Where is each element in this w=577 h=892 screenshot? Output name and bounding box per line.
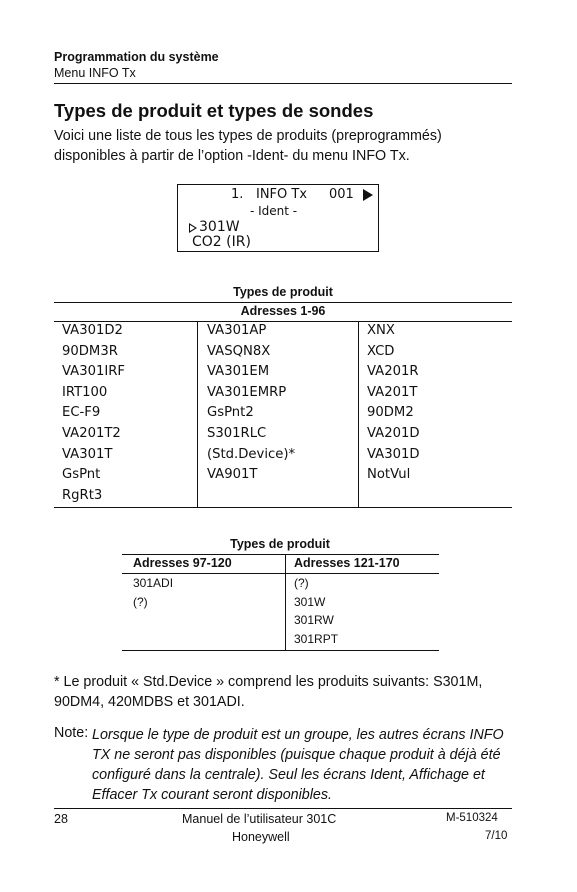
table1-bottom-rule <box>54 507 512 508</box>
table1-cell: EC-F9 <box>62 405 101 421</box>
lcd-display <box>177 184 379 252</box>
brand-name: Honeywell <box>232 830 290 844</box>
table1-col-divider-2 <box>358 321 359 507</box>
header-rule <box>54 83 512 84</box>
table1-cell: VA301AP <box>207 323 267 338</box>
table2-cell: 301ADI <box>133 576 174 590</box>
lcd-sensor-type: CO2 (IR) <box>192 234 251 250</box>
table1-header: Adresses 1-96 <box>240 304 326 318</box>
table1-caption: Types de produit <box>233 285 333 299</box>
table2-cell: (?) <box>294 576 309 590</box>
table1-cell: 90DM3R <box>62 343 118 359</box>
table1-cell: VA301D2 <box>62 323 123 338</box>
arrow-right-filled-icon <box>363 189 373 201</box>
table1-cell: VA901T <box>207 467 258 483</box>
table2-cell: 301RW <box>294 613 334 627</box>
footer-rule <box>54 808 512 809</box>
table2-col-divider <box>285 554 286 650</box>
table2-caption: Types de produit <box>230 537 330 551</box>
lcd-address: 001 <box>329 187 354 202</box>
table1-cell: VA201R <box>367 364 419 380</box>
intro-paragraph: Voici une liste de tous les types de produits (preprogrammés) disponibles à partir de l’option -Ident- du menu INFO Tx. <box>54 128 442 164</box>
page-title: Types de produit et types de sondes <box>54 100 374 121</box>
note-text: Lorsque le type de produit est un groupe, les autres écrans INFO TX ne seront pas disponibles (puisque chaque produit à déjà été configuré dans la centrale). Seul les écrans Ident, Affichage et Effacer Tx courant seront disponibles. <box>92 727 504 803</box>
lcd-product-type: 301W <box>199 219 240 235</box>
lcd-menu-number: 1. <box>231 187 244 202</box>
table1-cell: VA301T <box>62 446 113 462</box>
table1-cell: VA301D <box>367 446 420 462</box>
section-title: Programmation du système <box>54 50 219 64</box>
table1-top-rule <box>54 302 512 303</box>
table2-cell: (?) <box>133 594 148 609</box>
table2-cell: 301RPT <box>294 631 339 646</box>
table2-header-rule <box>122 573 439 574</box>
lcd-menu-name: INFO Tx <box>256 187 308 202</box>
note-label: Note: <box>54 725 89 741</box>
table1-cell: VA301IRF <box>62 364 126 380</box>
table1-col-divider-1 <box>197 321 198 507</box>
table1-cell: GsPnt2 <box>207 405 254 421</box>
table1-cell: XNX <box>367 323 395 338</box>
table2-top-rule <box>122 554 439 555</box>
subsection-title: Menu INFO Tx <box>54 66 136 80</box>
table1-cell: IRT100 <box>62 384 108 400</box>
table1-cell: VA201D <box>367 426 420 441</box>
table1-cell: VA301EMRP <box>207 384 287 400</box>
table1-cell: NotVul <box>367 467 411 483</box>
table1-cell: VA201T <box>367 384 418 400</box>
table1-cell: (Std.Device)* <box>207 446 296 462</box>
footnote: * Le produit « Std.Device » comprend les produits suivants: S301M, 90DM4, 420MDBS et 301ADI. <box>54 674 483 710</box>
revision-date: 7/10 <box>485 830 508 842</box>
page-number: 28 <box>54 812 68 826</box>
document-id: M-510324 <box>446 812 498 824</box>
table2-header-1: Adresses 97-120 <box>133 556 232 570</box>
table2-header-2: Adresses 121-170 <box>294 556 400 570</box>
table1-cell: S301RLC <box>207 426 267 441</box>
table1-cell: VASQN8X <box>207 343 271 359</box>
table1-cell: 90DM2 <box>367 405 414 421</box>
table1-cell: VA301EM <box>207 364 270 380</box>
table1-header-rule <box>54 321 512 322</box>
table1-cell: VA201T2 <box>62 426 121 441</box>
table1-cell: GsPnt <box>62 467 101 483</box>
arrow-right-outline-icon <box>189 223 197 233</box>
table2-bottom-rule <box>122 650 439 651</box>
table2-cell: 301W <box>294 594 326 609</box>
lcd-screen-name: - Ident - <box>250 204 298 218</box>
table1-cell: RgRt3 <box>62 487 103 503</box>
table1-cell: XCD <box>367 343 395 359</box>
manual-title: Manuel de l’utilisateur 301C <box>182 812 337 826</box>
